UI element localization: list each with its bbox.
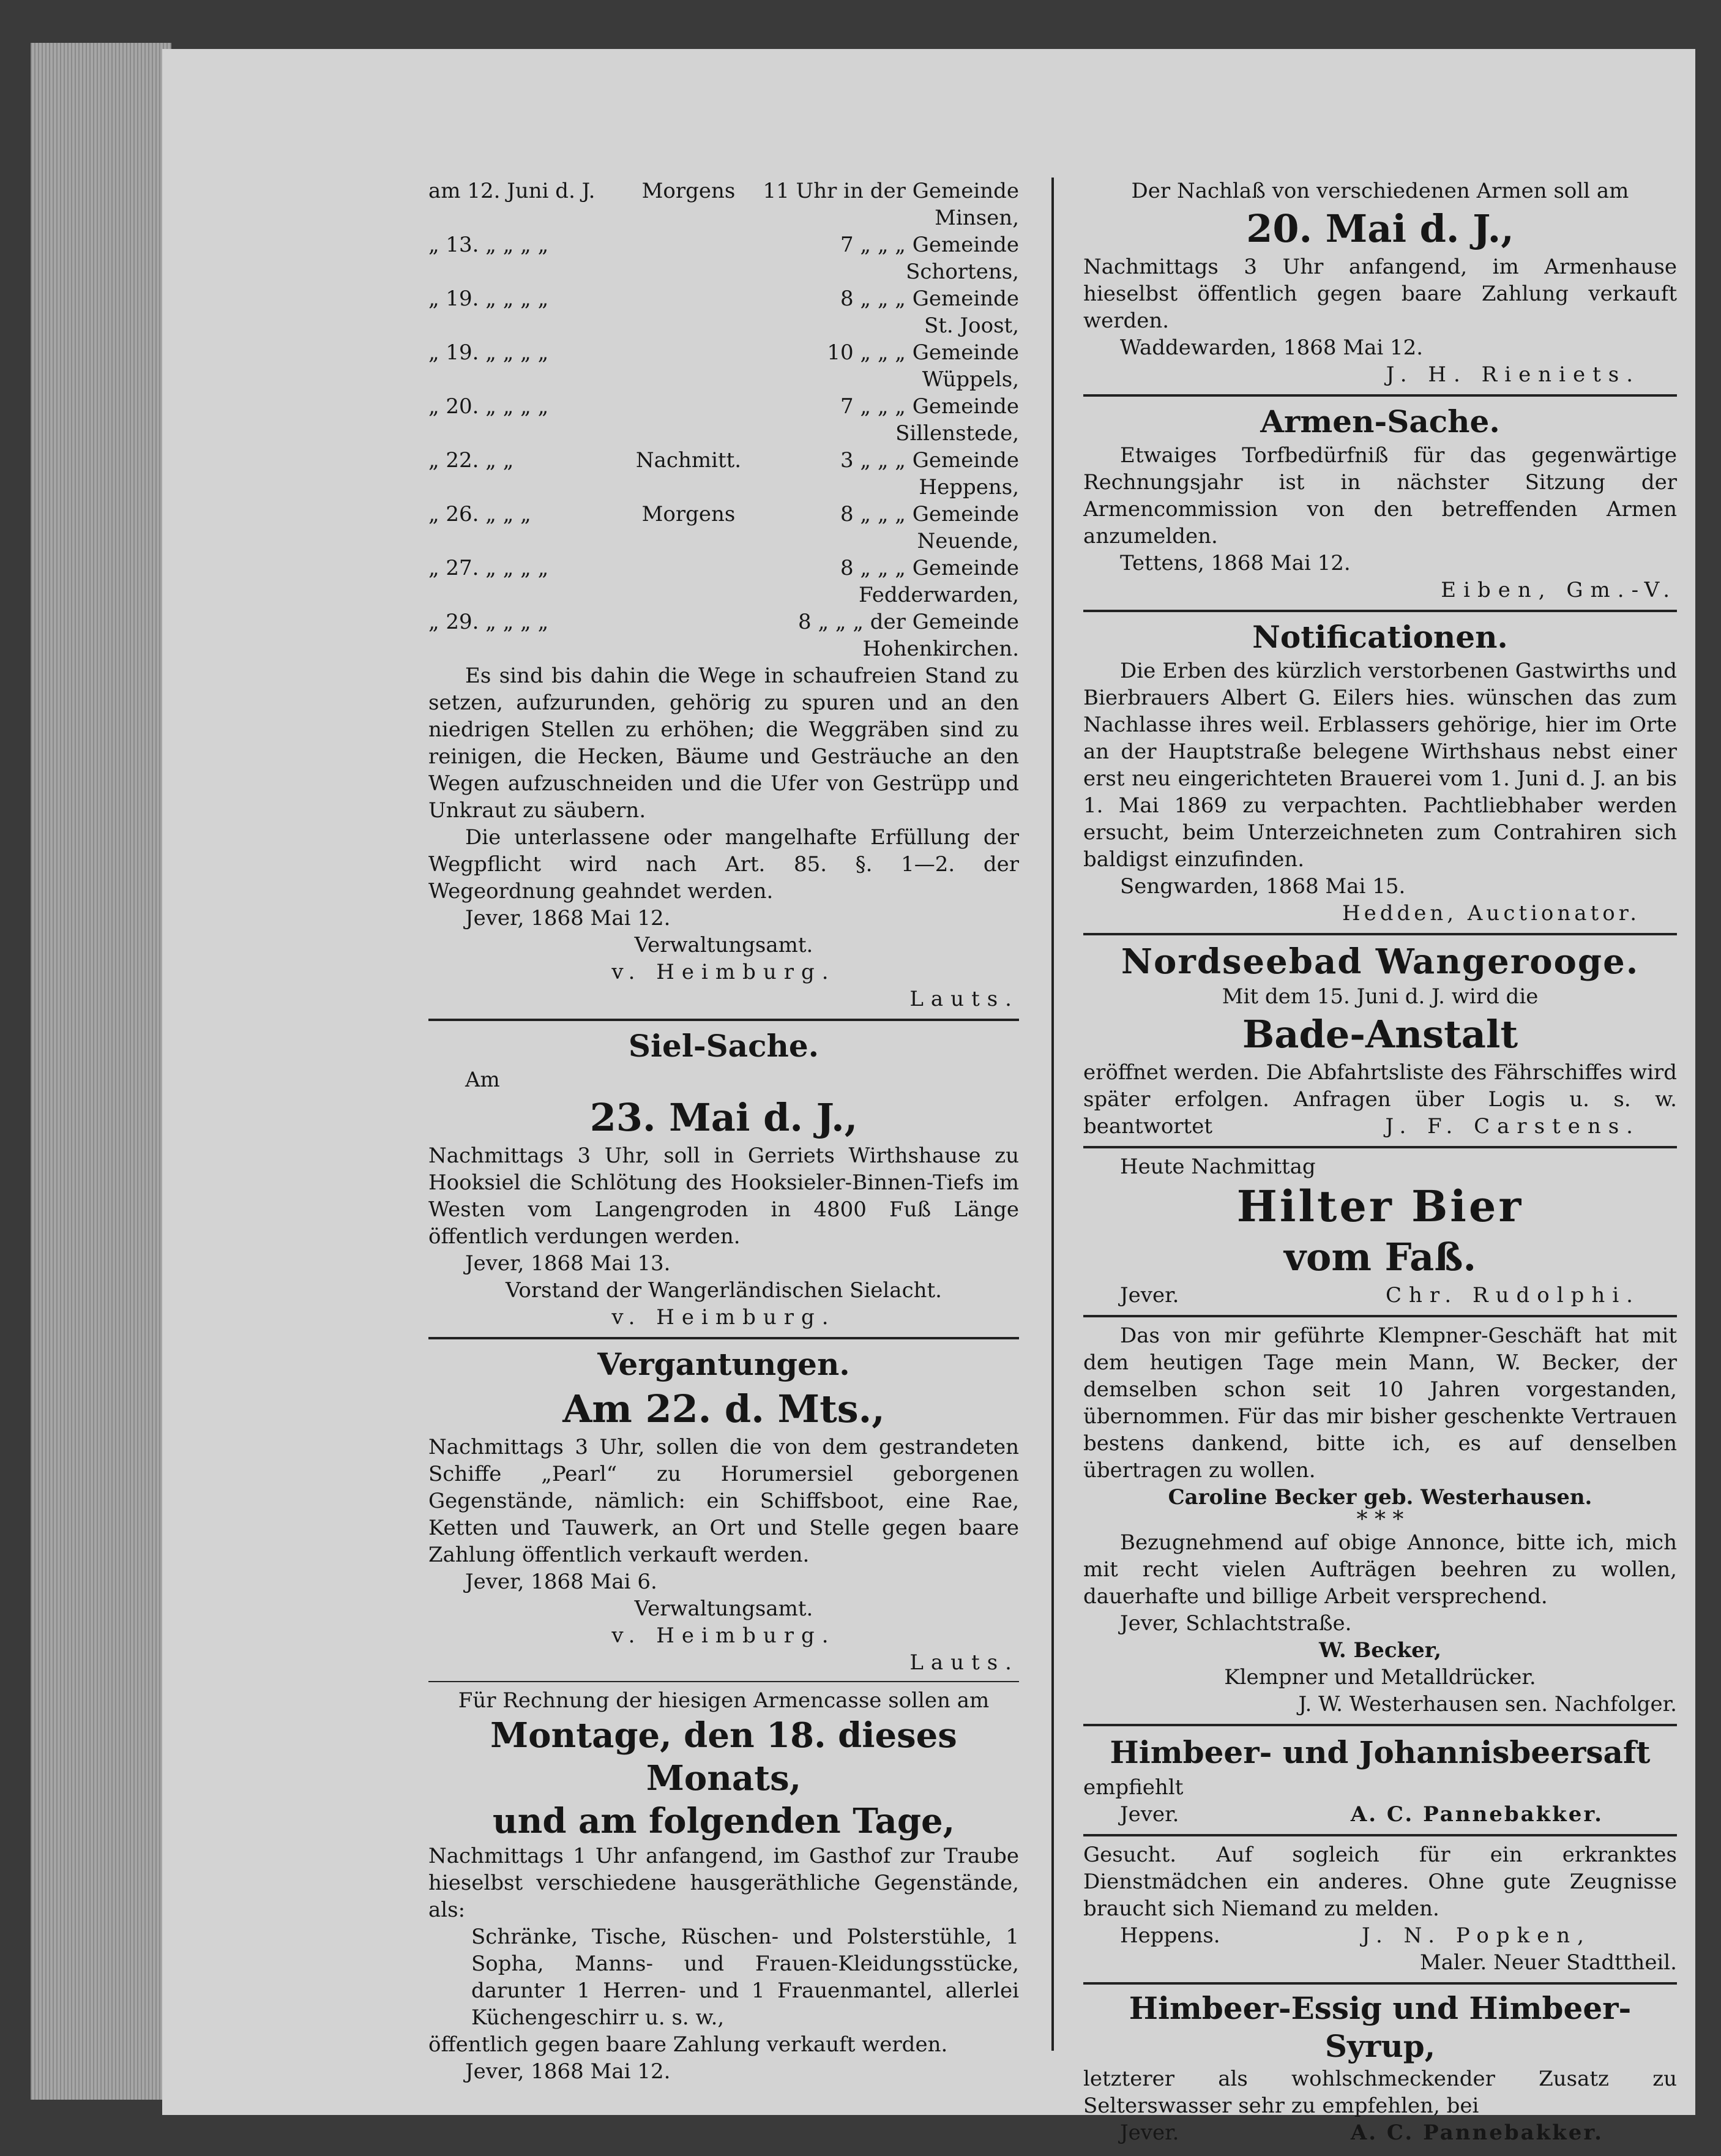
stars-divider: * * * (1356, 1507, 1404, 1532)
schedule-date: am 12. Juni d. J. (428, 179, 595, 203)
schedule-row (428, 608, 1019, 635)
left-column (428, 178, 1019, 2085)
nachlass-date: Waddewarden, 1868 Mai 12. (1120, 335, 1424, 360)
vergantungen-date-big: Am 22. d. Mts., (562, 1387, 885, 1431)
schedule-location: Heppens, (919, 475, 1019, 500)
schedule-hour: 11 Uhr in der Gemeinde (763, 179, 1019, 203)
schedule-hour: 8 „ „ „ Gemeinde (840, 502, 1019, 526)
schedule-time-of-day (630, 339, 747, 366)
separator (1083, 933, 1677, 935)
gesucht-signature: J. N. Popken, (1362, 1923, 1591, 1948)
schedule-location: Fedderwarden, (859, 583, 1019, 607)
vergantungen-signature-office: Verwaltungsamt. (634, 1596, 813, 1621)
schedule-location: Hohenkirchen. (862, 637, 1019, 661)
vergantungen-text: Nachmittags 3 Uhr, sollen die von dem gestrandeten Schiffe „Pearl“ zu Horumersiel geborgenen Gegenstände, nämlich: ein Schiffsboot, eine Rae, Ketten und Tauwerk, an Ort und Stelle gegen baare Zahlung öffentlich verkauft werden. (428, 1435, 1019, 1567)
bier-footer (1083, 1282, 1677, 1309)
wege-signature-name: v. Heimburg. (611, 960, 836, 984)
gesucht-text: Gesucht. Auf sogleich für ein erkranktes Dienstmädchen ein anderes. Ohne gute Zeugnisse braucht sich Niemand zu melden. (1083, 1843, 1677, 1921)
armensache-text: Etwaiges Torfbedürfniß für das gegenwärtige Rechnungsjahr ist in nächster Sitzung der Armencommission von den betreffenden Armen anzumelden. (1083, 443, 1677, 548)
separator (1083, 394, 1677, 397)
siel-am: Am (465, 1068, 500, 1092)
schedule-hour: 8 „ „ „ der Gemeinde (798, 610, 1019, 634)
page-edges (31, 43, 171, 2100)
schedule-time-of-day: Nachmitt. (635, 448, 742, 473)
schedule-time-of-day (630, 555, 747, 582)
bier-place: Jever. (1120, 1283, 1179, 1308)
wege-signature-office: Verwaltungsamt. (634, 933, 813, 957)
schedule-date: „ 29. „ „ „ „ (428, 610, 549, 634)
schedule-date: „ 26. „ „ „ (428, 502, 531, 526)
separator (1083, 1315, 1677, 1317)
siel-text: Nachmittags 3 Uhr, soll in Gerriets Wirthshause zu Hooksiel die Schlötung des Hooksieler-Binnen-Tiefs im Westen vom Langengroden in 4800 Fuß Länge öffentlich verdungen werden. (428, 1144, 1019, 1249)
siel-signature-board: Vorstand der Wangerländischen Sielacht. (506, 1278, 942, 1303)
wangerooge-text: eröffnet werden. Die Abfahrtsliste des Fährschiffes wird später erfolgen. Anfragen über Logis u. s. w. beantwortet (1083, 1060, 1677, 1139)
schedule-time-of-day: Morgens (641, 179, 736, 203)
siel-date-big: 23. Mai d. J., (589, 1095, 858, 1140)
schedule-row (428, 231, 1019, 258)
saft-title: Himbeer- und Johannisbeersaft (1110, 1734, 1651, 1770)
armen-date-big-2: und am folgenden Tage, (492, 1801, 955, 1841)
schedule-row (428, 501, 1019, 528)
nachlass-intro: Der Nachlaß von verschiedenen Armen soll am (1131, 179, 1629, 203)
klempner-place: Jever, Schlachtstraße. (1120, 1611, 1352, 1636)
schedule-hour: 10 „ „ „ Gemeinde (827, 340, 1019, 365)
column-divider (1051, 178, 1054, 2051)
armen-text: Nachmittags 1 Uhr anfangend, im Gasthof zur Traube hieselbst verschiedene hausgeräthliche Gegenstände, als: (428, 1844, 1019, 1922)
wege-paragraph-2: Die unterlassene oder mangelhafte Erfüllung der Wegpflicht wird nach Art. 85. §. 1—2. der Wegeordnung geahndet werden. (428, 825, 1019, 904)
nachlass-date-big: 20. Mai d. J., (1246, 206, 1514, 251)
bade-anstalt-big: Bade-Anstalt (1242, 1012, 1518, 1057)
siel-date: Jever, 1868 Mai 13. (465, 1251, 671, 1276)
armen-date-big-1: Montage, den 18. dieses Monats, (490, 1715, 957, 1799)
schedule-date: „ 19. „ „ „ „ (428, 340, 549, 365)
nachlass-text: Nachmittags 3 Uhr anfangend, im Armenhause hieselbst öffentlich gegen baare Zahlung verkauft werden. (1083, 255, 1677, 333)
schedule-hour: 7 „ „ „ Gemeinde (840, 233, 1019, 257)
schedule-row (428, 285, 1019, 312)
schedule-location: Sillenstede, (895, 421, 1019, 446)
vergantungen-signature-lauts: Lauts. (909, 1650, 1019, 1675)
schedule-hour: 8 „ „ „ Gemeinde (840, 286, 1019, 311)
schedule-time-of-day: Morgens (641, 502, 736, 526)
saft-text: empfiehlt (1083, 1775, 1184, 1800)
notificationen-title: Notificationen. (1252, 619, 1508, 655)
armen-intro: Für Rechnung der hiesigen Armencasse sollen am (458, 1688, 990, 1713)
notificationen-signature: Hedden, Auctionator. (1342, 901, 1640, 926)
wege-paragraph-1: Es sind bis dahin die Wege in schaufreien Stand zu setzen, aufzurunden, gehörig zu spuren und an den niedrigen Stellen zu erhöhen; die Weggräben sind zu reinigen, die Hecken, Bäume und Gesträuche an den Wegen aufzuschneiden und die Ufer von Gestrüpp und Unkraut zu säubern. (428, 664, 1019, 823)
essig-footer (1083, 2119, 1677, 2146)
schedule-time-of-day (630, 393, 747, 420)
saft-footer (1083, 1801, 1677, 1828)
schedule-row (428, 393, 1019, 420)
wege-date: Jever, 1868 Mai 12. (465, 906, 671, 930)
saft-place: Jever. (1120, 1802, 1179, 1827)
klempner-signature-becker: W. Becker, (1318, 1638, 1442, 1663)
armensache-title: Armen-Sache. (1260, 403, 1500, 440)
separator (1083, 610, 1677, 612)
klempner-signature: Caroline Becker geb. Westerhausen. (1168, 1485, 1592, 1510)
schedule-date: „ 13. „ „ „ „ (428, 233, 549, 257)
wangerooge-title: Nordseebad Wangerooge. (1121, 941, 1640, 982)
gesucht-place: Heppens. (1120, 1923, 1220, 1948)
vergantungen-date: Jever, 1868 Mai 6. (465, 1570, 657, 1594)
bier-title: Hilter Bier (1236, 1181, 1524, 1232)
nachlass-signature: J. H. Rieniets. (1386, 362, 1640, 387)
bier-intro: Heute Nachmittag (1120, 1155, 1316, 1179)
schedule-date: „ 19. „ „ „ „ (428, 286, 549, 311)
schedule-hour: 8 „ „ „ Gemeinde (840, 556, 1019, 580)
saft-signature: A. C. Pannebakker. (1350, 1802, 1603, 1827)
klempner-text-2: Bezugnehmend auf obige Annonce, bitte ich, mich mit recht vielen Aufträgen beehren zu wollen, dauerhafte und billige Arbeit versprechend. (1083, 1530, 1677, 1609)
separator (1083, 1724, 1677, 1726)
road-inspection-schedule (428, 178, 1019, 662)
vergantungen-title: Vergantungen. (597, 1346, 850, 1382)
siel-title: Siel-Sache. (628, 1028, 819, 1064)
essig-signature: A. C. Pannebakker. (1350, 2120, 1603, 2145)
wangerooge-signature: J. F. Carstens. (1385, 1114, 1640, 1139)
schedule-location: Minsen, (935, 206, 1019, 230)
essig-text: letzterer als wohlschmeckender Zusatz zu Selterswasser sehr zu empfehlen, bei (1083, 2067, 1677, 2118)
schedule-hour: 7 „ „ „ Gemeinde (840, 394, 1019, 419)
schedule-row (428, 339, 1019, 366)
separator (1083, 1834, 1677, 1836)
schedule-hour: 3 „ „ „ Gemeinde (840, 448, 1019, 473)
bier-subtitle: vom Faß. (1283, 1235, 1477, 1279)
armen-end: öffentlich gegen baare Zahlung verkauft werden. (428, 2032, 948, 2057)
separator (428, 1337, 1019, 1339)
klempner-text: Das von mir geführte Klempner-Geschäft hat mit dem heutigen Tage mein Mann, W. Becker, der demselben schon seit 10 Jahren vorgestanden, übernommen. Für das mir bisher geschenkte Vertrauen bestens dankend, bitte ich, es auf denselben übertragen zu wollen. (1083, 1323, 1677, 1483)
schedule-row (428, 178, 1019, 204)
schedule-location: Wüppels, (922, 367, 1019, 392)
klempner-signature-successor: J. W. Westerhausen sen. Nachfolger. (1298, 1692, 1677, 1716)
armensache-signature: Eiben, Gm.-V. (1441, 578, 1677, 602)
separator (1083, 1982, 1677, 1985)
right-column (1083, 178, 1677, 2146)
essig-place: Jever. (1120, 2120, 1179, 2145)
armensache-date: Tettens, 1868 Mai 12. (1120, 551, 1351, 575)
schedule-date: „ 20. „ „ „ „ (428, 394, 549, 419)
essig-title: Himbeer-Essig und Himbeer-Syrup, (1129, 1990, 1632, 2064)
schedule-time-of-day (630, 608, 747, 635)
schedule-location: St. Joost, (924, 313, 1019, 338)
schedule-row (428, 555, 1019, 582)
klempner-signature-trade: Klempner und Metalldrücker. (1224, 1665, 1536, 1690)
schedule-time-of-day (630, 285, 747, 312)
gesucht-footer (1083, 1922, 1677, 1949)
schedule-location: Schortens, (906, 260, 1019, 284)
separator (1083, 1146, 1677, 1148)
separator (428, 1681, 1019, 1682)
bier-signature: Chr. Rudolphi. (1386, 1283, 1640, 1308)
siel-signature-name: v. Heimburg. (611, 1305, 836, 1330)
gesucht-signature-2: Maler. Neuer Stadttheil. (1419, 1950, 1677, 1975)
vergantungen-signature-name: v. Heimburg. (611, 1623, 836, 1648)
wege-signature-lauts: Lauts. (909, 987, 1019, 1011)
schedule-date: „ 22. „ „ (428, 448, 514, 473)
schedule-time-of-day (630, 231, 747, 258)
schedule-location: Neuende, (917, 529, 1019, 553)
notificationen-text: Die Erben des kürzlich verstorbenen Gastwirths und Bierbrauers Albert G. Eilers hies. wünschen das zum Nachlasse ihres weil. Erblassers gehörige, hier im Orte an der Hauptstraße belegene Wirthshaus nebst einer erst neu eingerichteten Brauerei vom 1. Juni d. J. an bis 1. Mai 1869 zu verpachten. Pachtliebhaber werden ersucht, beim Unterzeichneten zum Contrahiren sich baldigst einzufinden. (1083, 659, 1677, 872)
schedule-date: „ 27. „ „ „ „ (428, 556, 549, 580)
armen-date: Jever, 1868 Mai 12. (465, 2059, 671, 2084)
notificationen-date: Sengwarden, 1868 Mai 15. (1120, 874, 1406, 899)
armen-items: Schränke, Tische, Rüschen- und Polsterstühle, 1 Sopha, Manns- und Frauen-Kleidungsstücke, darunter 1 Herren- und 1 Frauenmantel, allerlei Küchengeschirr u. s. w., (471, 1925, 1019, 2030)
wangerooge-intro: Mit dem 15. Juni d. J. wird die (1222, 984, 1539, 1009)
separator (428, 1019, 1019, 1021)
schedule-row (428, 447, 1019, 474)
